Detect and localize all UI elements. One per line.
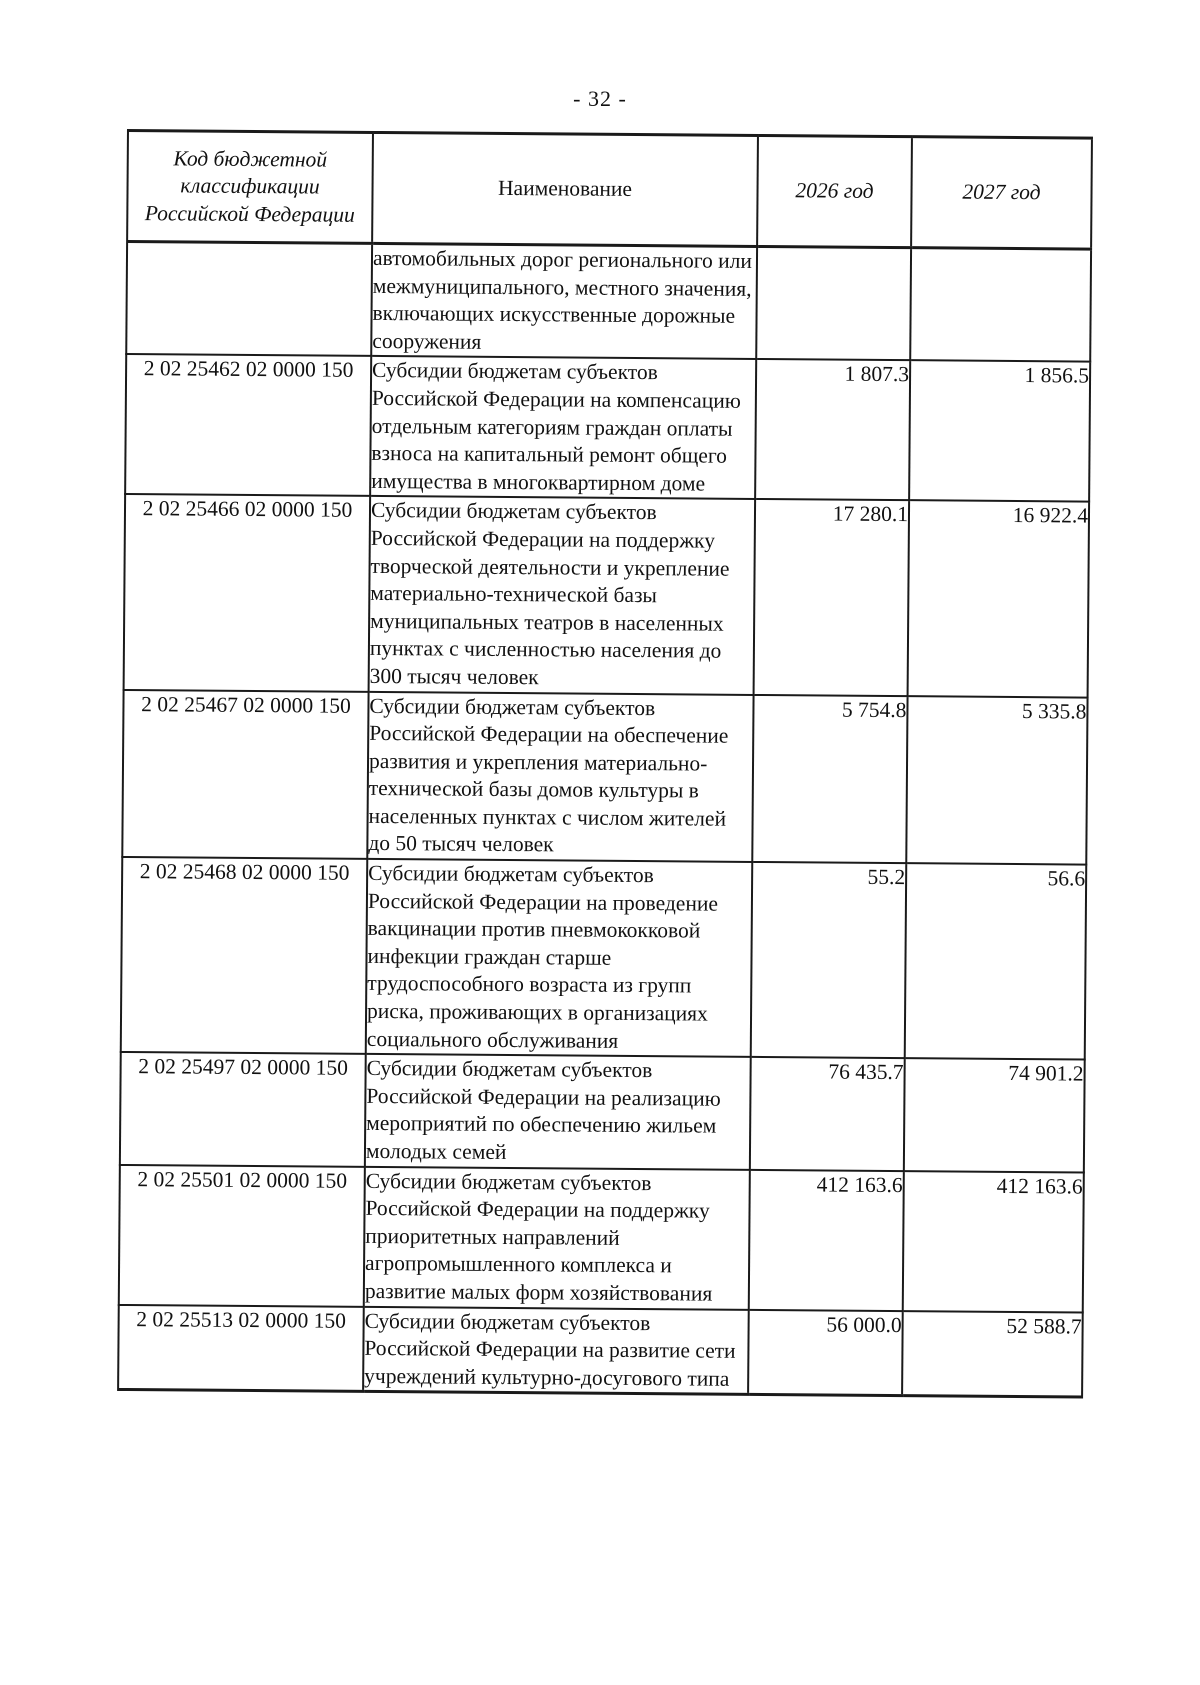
table-row — [126, 242, 1091, 362]
row-value-2026: 1 807.3 — [755, 359, 910, 500]
header-code: Код бюджетной классификации Российской Федерации — [127, 131, 373, 244]
row-value-2026: 55.2 — [751, 862, 907, 1058]
row-value-2027: 5 335.8 — [906, 696, 1087, 865]
row-code: 2 02 25467 02 0000 150 — [122, 689, 368, 858]
row-value-2027: 412 163.6 — [903, 1171, 1084, 1312]
table-row — [122, 689, 1087, 864]
row-value-2026: 5 754.8 — [752, 694, 907, 863]
row-name: Субсидии бюджетам субъектов Российской Федерации на компенсацию отдельным категориям граждан оплаты взноса на капитальный ремонт общего имущества в многоквартирном доме — [370, 356, 756, 499]
row-code: 2 02 25513 02 0000 150 — [118, 1305, 364, 1392]
table-row — [120, 1052, 1085, 1172]
row-name: автомобильных дорог регионального или межмуниципального, местного значения, включающих искусственные дорожные сооружения — [371, 243, 757, 359]
row-value-2026: 412 163.6 — [749, 1170, 904, 1311]
row-name: Субсидии бюджетам субъектов Российской Федерации на поддержку приоритетных направлений агропромышленного комплекса и развитие малых форм хозяйствования — [364, 1166, 750, 1309]
row-value-2027: 16 922.4 — [908, 500, 1090, 697]
row-code: 2 02 25468 02 0000 150 — [121, 857, 368, 1054]
row-value-2027: 74 901.2 — [904, 1058, 1085, 1172]
row-value-2027 — [910, 248, 1091, 362]
header-name: Наименование — [372, 132, 758, 246]
table-row — [121, 857, 1087, 1060]
table-row — [119, 1165, 1084, 1313]
row-value-2026: 56 000.0 — [748, 1309, 903, 1395]
row-value-2026: 17 280.1 — [754, 499, 910, 695]
table-header-row — [127, 131, 1092, 250]
row-name: Субсидии бюджетам субъектов Российской Федерации на проведение вакцинации против пневмококковой инфекции граждан старше трудоспособного возраста из групп риска, проживающих в организациях социального обслуживания — [366, 859, 753, 1057]
row-name: Субсидии бюджетам субъектов Российской Федерации на реализацию мероприятий по обеспечению жильем молодых семей — [365, 1054, 751, 1169]
row-code: 2 02 25497 02 0000 150 — [120, 1052, 366, 1166]
header-year-2027: 2027 год — [911, 137, 1092, 249]
row-value-2027: 56.6 — [905, 863, 1087, 1060]
table-row — [125, 354, 1090, 502]
table-row — [124, 494, 1090, 697]
row-code — [126, 242, 372, 357]
row-value-2027: 1 856.5 — [909, 361, 1090, 502]
row-code: 2 02 25462 02 0000 150 — [125, 354, 371, 496]
row-code: 2 02 25501 02 0000 150 — [119, 1165, 365, 1307]
row-code: 2 02 25466 02 0000 150 — [124, 494, 371, 691]
budget-table — [117, 129, 1093, 1399]
row-name: Субсидии бюджетам субъектов Российской Федерации на поддержку творческой деятельности и укрепление материально-технической базы муниципальных театров в населенных пунктах с численностью населения до 300 тысяч человек — [369, 496, 756, 694]
row-value-2026 — [756, 246, 911, 360]
page-number: - 32 - — [573, 86, 627, 111]
header-year-2026: 2026 год — [757, 135, 912, 247]
row-name: Субсидии бюджетам субъектов Российской Федерации на развитие сети учреждений культурно-досугового типа — [363, 1306, 749, 1394]
row-name: Субсидии бюджетам субъектов Российской Федерации на обеспечение развития и укрепления материально-технической базы домов культуры в населенных пунктах с числом жителей до 50 тысяч человек — [367, 691, 753, 862]
row-value-2027: 52 588.7 — [902, 1311, 1083, 1398]
table-row — [118, 1305, 1083, 1398]
row-value-2026: 76 435.7 — [750, 1057, 905, 1171]
